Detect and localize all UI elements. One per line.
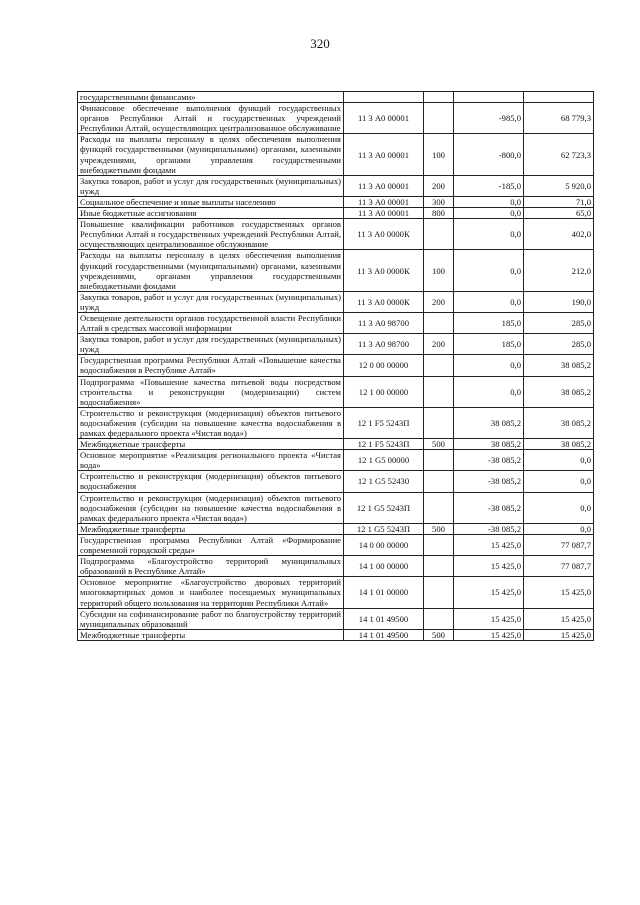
item-name-cell: Закупка товаров, работ и услуг для государственных (муниципальных) нужд: [78, 334, 344, 355]
budget-code-cell: [344, 92, 424, 103]
amount-total-cell: 0,0: [524, 450, 594, 471]
amount-change-cell: 185,0: [454, 312, 524, 333]
item-name-cell: Межбюджетные трансферты: [78, 523, 344, 534]
table-row: [78, 134, 594, 175]
item-name-cell: Повышение квалификации работников государственных органов Республики Алтай и государственных учреждений Республики Алтай, осуществляющих централизованное обслуживание: [78, 219, 344, 250]
budget-code-cell: 12 1 G5 5243П: [344, 523, 424, 534]
expense-type-cell: 500: [424, 629, 454, 640]
amount-change-cell: 185,0: [454, 334, 524, 355]
amount-change-cell: -185,0: [454, 175, 524, 196]
amount-total-cell: 0,0: [524, 471, 594, 492]
table-row: [78, 175, 594, 196]
expense-type-cell: 800: [424, 208, 454, 219]
amount-change-cell: -38 085,2: [454, 523, 524, 534]
table-row: [78, 312, 594, 333]
expense-type-cell: [424, 608, 454, 629]
amount-total-cell: 5 920,0: [524, 175, 594, 196]
expense-type-cell: 500: [424, 523, 454, 534]
amount-total-cell: 15 425,0: [524, 577, 594, 608]
item-name-cell: Расходы на выплаты персоналу в целях обеспечения выполнения функций государственными (муниципальными) органами, казенными учреждениями, органами управления государственными внебюджетными фондами: [78, 250, 344, 291]
budget-table: [77, 91, 594, 641]
expense-type-cell: [424, 450, 454, 471]
item-name-cell: Межбюджетные трансферты: [78, 439, 344, 450]
item-name-cell: Финансовое обеспечение выполнения функций государственных органов Республики Алтай и государственных учреждений Республики Алтай, осуществляющих централизованное обслуживание: [78, 103, 344, 134]
item-name-cell: Строительство и реконструкция (модернизация) объектов питьевого водоснабжения: [78, 471, 344, 492]
budget-code-cell: 11 3 А0 0000К: [344, 250, 424, 291]
amount-total-cell: 285,0: [524, 312, 594, 333]
budget-code-cell: 11 3 А0 00001: [344, 196, 424, 207]
amount-total-cell: 0,0: [524, 523, 594, 534]
budget-code-cell: 11 3 А0 00001: [344, 175, 424, 196]
expense-type-cell: [424, 219, 454, 250]
budget-code-cell: 11 3 А0 98700: [344, 312, 424, 333]
budget-code-cell: 12 1 F5 5243П: [344, 407, 424, 438]
amount-change-cell: 15 425,0: [454, 577, 524, 608]
amount-total-cell: 38 085,2: [524, 355, 594, 376]
amount-change-cell: 15 425,0: [454, 556, 524, 577]
item-name-cell: государственными финансами»: [78, 92, 344, 103]
table-row: [78, 355, 594, 376]
item-name-cell: Основное мероприятие «Реализация регионального проекта «Чистая вода»: [78, 450, 344, 471]
amount-change-cell: 0,0: [454, 250, 524, 291]
expense-type-cell: 300: [424, 196, 454, 207]
item-name-cell: Межбюджетные трансферты: [78, 629, 344, 640]
amount-change-cell: -38 085,2: [454, 450, 524, 471]
budget-code-cell: 11 3 А0 98700: [344, 334, 424, 355]
amount-change-cell: 15 425,0: [454, 534, 524, 555]
amount-total-cell: 77 087,7: [524, 556, 594, 577]
expense-type-cell: [424, 103, 454, 134]
amount-change-cell: 15 425,0: [454, 608, 524, 629]
item-name-cell: Субсидии на софинансирование работ по благоустройству территорий муниципальных образований: [78, 608, 344, 629]
amount-total-cell: 68 779,3: [524, 103, 594, 134]
table-row: [78, 208, 594, 219]
item-name-cell: Подпрограмма «Благоустройство территорий муниципальных образований в Республике Алтай»: [78, 556, 344, 577]
table-body: [78, 92, 594, 641]
budget-code-cell: 12 0 00 00000: [344, 355, 424, 376]
item-name-cell: Иные бюджетные ассигнования: [78, 208, 344, 219]
amount-change-cell: 38 085,2: [454, 439, 524, 450]
table-row: [78, 450, 594, 471]
item-name-cell: Освещение деятельности органов государственной власти Республики Алтай в средствах массовой информации: [78, 312, 344, 333]
amount-change-cell: -38 085,2: [454, 492, 524, 523]
budget-code-cell: 11 3 А0 00001: [344, 208, 424, 219]
amount-total-cell: 0,0: [524, 492, 594, 523]
budget-code-cell: 11 3 А0 0000К: [344, 291, 424, 312]
expense-type-cell: [424, 534, 454, 555]
amount-change-cell: -800,0: [454, 134, 524, 175]
budget-code-cell: 11 3 А0 0000К: [344, 219, 424, 250]
amount-total-cell: 285,0: [524, 334, 594, 355]
expense-type-cell: [424, 355, 454, 376]
amount-total-cell: 15 425,0: [524, 608, 594, 629]
budget-code-cell: 12 1 00 00000: [344, 376, 424, 407]
amount-change-cell: -38 085,2: [454, 471, 524, 492]
amount-total-cell: 62 723,3: [524, 134, 594, 175]
expense-type-cell: 200: [424, 175, 454, 196]
expense-type-cell: [424, 312, 454, 333]
budget-code-cell: 14 1 01 49500: [344, 608, 424, 629]
budget-code-cell: 12 1 G5 52430: [344, 471, 424, 492]
item-name-cell: Подпрограмма «Повышение качества питьевой воды посредством строительства и реконструкции (модернизации) систем водоснабжения»: [78, 376, 344, 407]
item-name-cell: Строительство и реконструкция (модернизация) объектов питьевого водоснабжения (субсидии на повышение качества водоснабжения в рамках федерального проекта «Чистая вода»): [78, 492, 344, 523]
budget-code-cell: 14 1 01 00000: [344, 577, 424, 608]
expense-type-cell: [424, 492, 454, 523]
page-number: 320: [310, 36, 330, 51]
expense-type-cell: [424, 471, 454, 492]
table-row: [78, 534, 594, 555]
amount-total-cell: 38 085,2: [524, 439, 594, 450]
table-row: [78, 492, 594, 523]
budget-code-cell: 14 0 00 00000: [344, 534, 424, 555]
amount-change-cell: 0,0: [454, 376, 524, 407]
item-name-cell: Основное мероприятие «Благоустройство дворовых территорий многоквартирных домов и наиболее посещаемых муниципальных территорий общего пользования на территории Республики Алтай»: [78, 577, 344, 608]
table-row: [78, 376, 594, 407]
item-name-cell: Строительство и реконструкция (модернизация) объектов питьевого водоснабжения (субсидии на повышение качества водоснабжения в рамках федерального проекта «Чистая вода»): [78, 407, 344, 438]
item-name-cell: Расходы на выплаты персоналу в целях обеспечения выполнения функций государственными (муниципальными) органами, казенными учреждениями, органами управления государственными внебюджетными фондами: [78, 134, 344, 175]
item-name-cell: Закупка товаров, работ и услуг для государственных (муниципальных) нужд: [78, 175, 344, 196]
table-row: [78, 407, 594, 438]
expense-type-cell: [424, 556, 454, 577]
amount-change-cell: 0,0: [454, 196, 524, 207]
amount-total-cell: 190,0: [524, 291, 594, 312]
expense-type-cell: [424, 92, 454, 103]
amount-change-cell: 0,0: [454, 219, 524, 250]
expense-type-cell: [424, 407, 454, 438]
amount-total-cell: 77 087,7: [524, 534, 594, 555]
item-name-cell: Государственная программа Республики Алтай «Повышение качества водоснабжения в Республике Алтай»: [78, 355, 344, 376]
table-row: [78, 103, 594, 134]
table-row: [78, 334, 594, 355]
table-row: [78, 92, 594, 103]
amount-total-cell: 15 425,0: [524, 629, 594, 640]
expense-type-cell: 200: [424, 334, 454, 355]
item-name-cell: Государственная программа Республики Алтай «Формирование современной городской среды»: [78, 534, 344, 555]
table-row: [78, 629, 594, 640]
amount-change-cell: 0,0: [454, 291, 524, 312]
amount-change-cell: 15 425,0: [454, 629, 524, 640]
amount-total-cell: [524, 92, 594, 103]
amount-total-cell: 402,0: [524, 219, 594, 250]
amount-total-cell: 65,0: [524, 208, 594, 219]
table-row: [78, 439, 594, 450]
expense-type-cell: [424, 577, 454, 608]
budget-code-cell: 12 1 G5 5243П: [344, 492, 424, 523]
amount-total-cell: 38 085,2: [524, 376, 594, 407]
amount-change-cell: 0,0: [454, 355, 524, 376]
budget-code-cell: 12 1 G5 00000: [344, 450, 424, 471]
table-row: [78, 577, 594, 608]
table-row: [78, 196, 594, 207]
expense-type-cell: [424, 376, 454, 407]
table-row: [78, 219, 594, 250]
item-name-cell: Закупка товаров, работ и услуг для государственных (муниципальных) нужд: [78, 291, 344, 312]
amount-total-cell: 212,0: [524, 250, 594, 291]
budget-code-cell: 11 3 А0 00001: [344, 103, 424, 134]
table-row: [78, 556, 594, 577]
item-name-cell: Социальное обеспечение и иные выплаты населению: [78, 196, 344, 207]
table-row: [78, 250, 594, 291]
table-row: [78, 291, 594, 312]
expense-type-cell: 500: [424, 439, 454, 450]
budget-code-cell: 14 1 01 49500: [344, 629, 424, 640]
expense-type-cell: 100: [424, 250, 454, 291]
table-row: [78, 523, 594, 534]
expense-type-cell: 200: [424, 291, 454, 312]
amount-total-cell: 71,0: [524, 196, 594, 207]
amount-change-cell: [454, 92, 524, 103]
budget-code-cell: 11 3 А0 00001: [344, 134, 424, 175]
expense-type-cell: 100: [424, 134, 454, 175]
table-row: [78, 608, 594, 629]
amount-total-cell: 38 085,2: [524, 407, 594, 438]
budget-code-cell: 14 1 00 00000: [344, 556, 424, 577]
budget-code-cell: 12 1 F5 5243П: [344, 439, 424, 450]
amount-change-cell: -985,0: [454, 103, 524, 134]
amount-change-cell: 0,0: [454, 208, 524, 219]
table-row: [78, 471, 594, 492]
amount-change-cell: 38 085,2: [454, 407, 524, 438]
